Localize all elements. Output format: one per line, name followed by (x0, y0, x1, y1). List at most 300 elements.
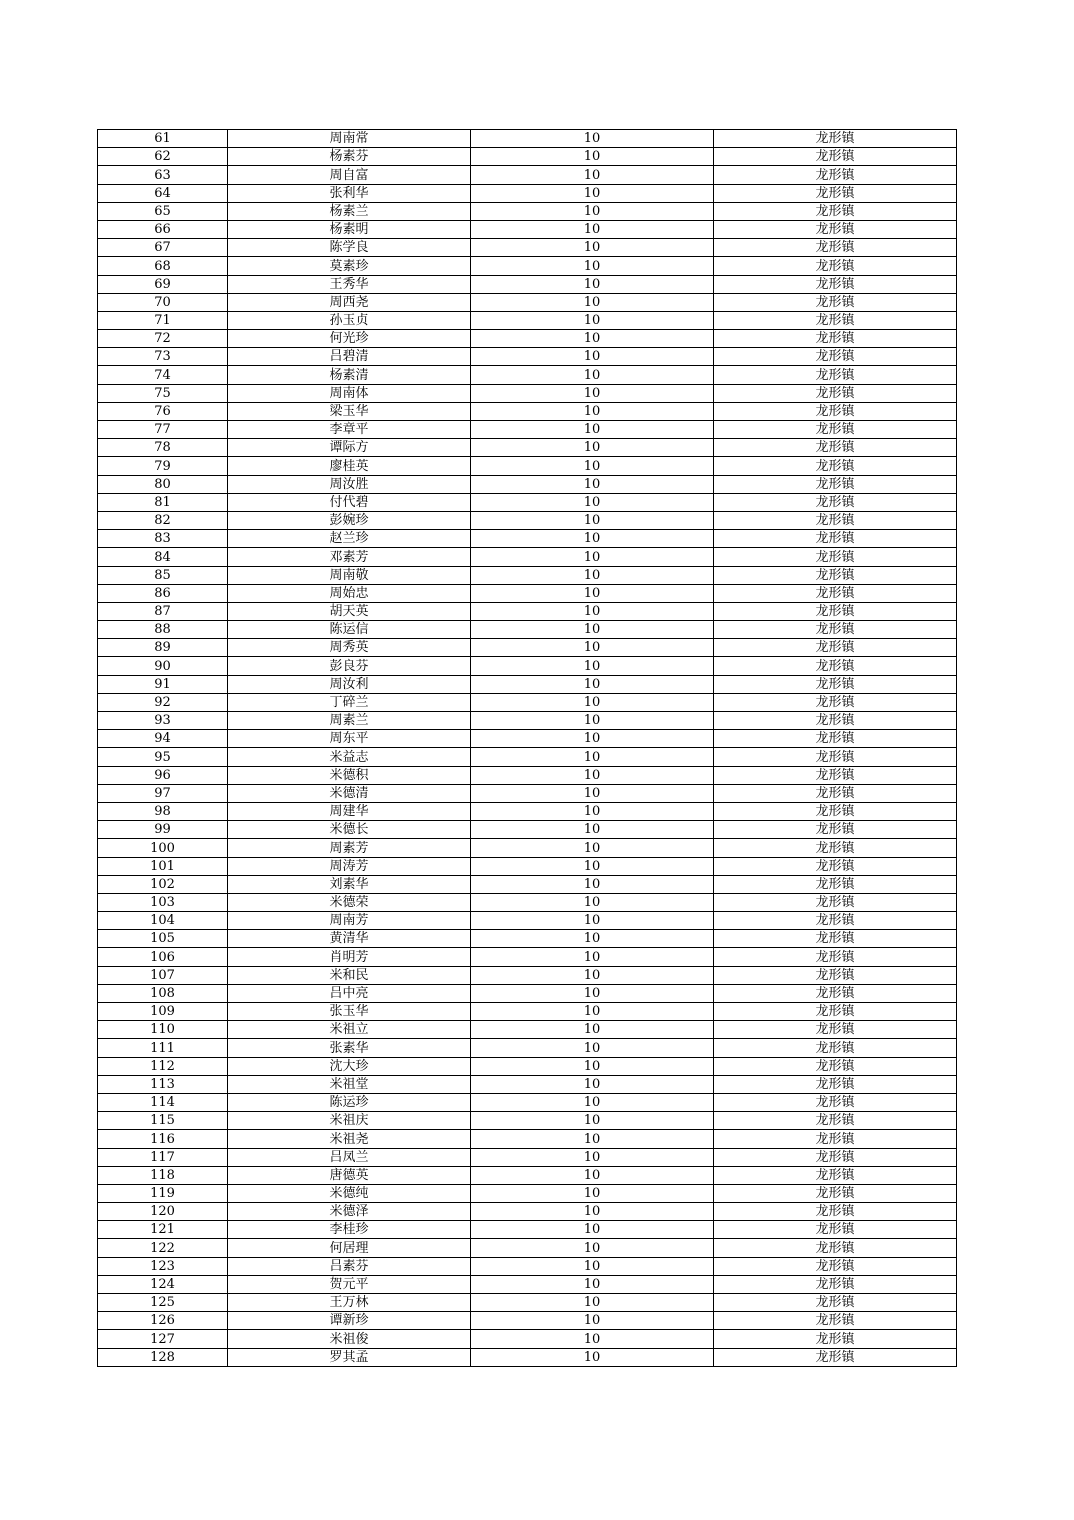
table-row (98, 1221, 957, 1239)
table-row (98, 1294, 957, 1312)
table-row (98, 857, 957, 875)
row-number-cell: 67 (98, 239, 228, 257)
row-number-cell: 104 (98, 912, 228, 930)
town-cell: 龙形镇 (714, 1075, 957, 1093)
name-cell: 米益志 (228, 748, 471, 766)
row-number-cell: 73 (98, 348, 228, 366)
town-cell: 龙形镇 (714, 1294, 957, 1312)
amount-cell: 10 (471, 857, 714, 875)
town-cell: 龙形镇 (714, 712, 957, 730)
table-row (98, 1112, 957, 1130)
amount-cell: 10 (471, 493, 714, 511)
table-row (98, 475, 957, 493)
row-number-cell: 99 (98, 821, 228, 839)
table-row (98, 220, 957, 238)
row-number-cell: 91 (98, 675, 228, 693)
town-cell: 龙形镇 (714, 693, 957, 711)
amount-cell: 10 (471, 184, 714, 202)
table-row (98, 566, 957, 584)
amount-cell: 10 (471, 893, 714, 911)
table-row (98, 766, 957, 784)
town-cell: 龙形镇 (714, 657, 957, 675)
table-row (98, 548, 957, 566)
amount-cell: 10 (471, 1039, 714, 1057)
row-number-cell: 103 (98, 893, 228, 911)
row-number-cell: 94 (98, 730, 228, 748)
name-cell: 周素芳 (228, 839, 471, 857)
name-cell: 丁碎兰 (228, 693, 471, 711)
name-cell: 何光珍 (228, 330, 471, 348)
name-cell: 罗其孟 (228, 1348, 471, 1366)
table-row (98, 712, 957, 730)
table-row (98, 1057, 957, 1075)
row-number-cell: 98 (98, 802, 228, 820)
row-number-cell: 106 (98, 948, 228, 966)
name-cell: 孙玉贞 (228, 311, 471, 329)
table-row (98, 1093, 957, 1111)
name-cell: 米和民 (228, 966, 471, 984)
table-row (98, 784, 957, 802)
table-row (98, 948, 957, 966)
row-number-cell: 128 (98, 1348, 228, 1366)
amount-cell: 10 (471, 1330, 714, 1348)
amount-cell: 10 (471, 566, 714, 584)
table-row (98, 311, 957, 329)
name-cell: 米德积 (228, 766, 471, 784)
town-cell: 龙形镇 (714, 421, 957, 439)
roster-table (97, 129, 957, 1367)
name-cell: 吕素芬 (228, 1257, 471, 1275)
town-cell: 龙形镇 (714, 784, 957, 802)
name-cell: 吕碧清 (228, 348, 471, 366)
row-number-cell: 88 (98, 621, 228, 639)
table-row (98, 821, 957, 839)
town-cell: 龙形镇 (714, 966, 957, 984)
name-cell: 唐德英 (228, 1166, 471, 1184)
name-cell: 李桂珍 (228, 1221, 471, 1239)
amount-cell: 10 (471, 766, 714, 784)
table-row (98, 1330, 957, 1348)
town-cell: 龙形镇 (714, 1275, 957, 1293)
name-cell: 廖桂英 (228, 457, 471, 475)
name-cell: 周东平 (228, 730, 471, 748)
table-row (98, 1039, 957, 1057)
amount-cell: 10 (471, 784, 714, 802)
table-row (98, 1166, 957, 1184)
table-row (98, 1239, 957, 1257)
name-cell: 沈大珍 (228, 1057, 471, 1075)
row-number-cell: 114 (98, 1093, 228, 1111)
name-cell: 谭新珍 (228, 1312, 471, 1330)
table-row (98, 184, 957, 202)
town-cell: 龙形镇 (714, 1330, 957, 1348)
name-cell: 周汝利 (228, 675, 471, 693)
row-number-cell: 105 (98, 930, 228, 948)
name-cell: 杨素芬 (228, 148, 471, 166)
name-cell: 张利华 (228, 184, 471, 202)
amount-cell: 10 (471, 1257, 714, 1275)
name-cell: 米祖堂 (228, 1075, 471, 1093)
town-cell: 龙形镇 (714, 1312, 957, 1330)
town-cell: 龙形镇 (714, 1203, 957, 1221)
town-cell: 龙形镇 (714, 1348, 957, 1366)
town-cell: 龙形镇 (714, 384, 957, 402)
row-number-cell: 72 (98, 330, 228, 348)
amount-cell: 10 (471, 220, 714, 238)
amount-cell: 10 (471, 1057, 714, 1075)
town-cell: 龙形镇 (714, 930, 957, 948)
town-cell: 龙形镇 (714, 748, 957, 766)
town-cell: 龙形镇 (714, 275, 957, 293)
amount-cell: 10 (471, 1275, 714, 1293)
name-cell: 邓素芳 (228, 548, 471, 566)
amount-cell: 10 (471, 511, 714, 529)
name-cell: 肖明芳 (228, 948, 471, 966)
table-row (98, 439, 957, 457)
table-row (98, 930, 957, 948)
row-number-cell: 96 (98, 766, 228, 784)
row-number-cell: 81 (98, 493, 228, 511)
town-cell: 龙形镇 (714, 166, 957, 184)
row-number-cell: 83 (98, 530, 228, 548)
row-number-cell: 61 (98, 130, 228, 148)
amount-cell: 10 (471, 439, 714, 457)
amount-cell: 10 (471, 1221, 714, 1239)
row-number-cell: 64 (98, 184, 228, 202)
row-number-cell: 79 (98, 457, 228, 475)
amount-cell: 10 (471, 730, 714, 748)
table-row (98, 1275, 957, 1293)
name-cell: 陈学良 (228, 239, 471, 257)
name-cell: 杨素兰 (228, 202, 471, 220)
table-row (98, 966, 957, 984)
name-cell: 周秀英 (228, 639, 471, 657)
name-cell: 赵兰珍 (228, 530, 471, 548)
row-number-cell: 71 (98, 311, 228, 329)
town-cell: 龙形镇 (714, 566, 957, 584)
table-row (98, 912, 957, 930)
town-cell: 龙形镇 (714, 766, 957, 784)
town-cell: 龙形镇 (714, 1021, 957, 1039)
amount-cell: 10 (471, 984, 714, 1002)
row-number-cell: 108 (98, 984, 228, 1002)
row-number-cell: 113 (98, 1075, 228, 1093)
amount-cell: 10 (471, 239, 714, 257)
amount-cell: 10 (471, 402, 714, 420)
table-row (98, 1003, 957, 1021)
town-cell: 龙形镇 (714, 202, 957, 220)
amount-cell: 10 (471, 639, 714, 657)
row-number-cell: 93 (98, 712, 228, 730)
name-cell: 陈运珍 (228, 1093, 471, 1111)
name-cell: 莫素珍 (228, 257, 471, 275)
table-row (98, 1021, 957, 1039)
row-number-cell: 82 (98, 511, 228, 529)
name-cell: 杨素明 (228, 220, 471, 238)
name-cell: 梁玉华 (228, 402, 471, 420)
table-row (98, 657, 957, 675)
amount-cell: 10 (471, 166, 714, 184)
town-cell: 龙形镇 (714, 402, 957, 420)
name-cell: 刘素华 (228, 875, 471, 893)
name-cell: 彭良芬 (228, 657, 471, 675)
row-number-cell: 120 (98, 1203, 228, 1221)
town-cell: 龙形镇 (714, 548, 957, 566)
town-cell: 龙形镇 (714, 220, 957, 238)
amount-cell: 10 (471, 257, 714, 275)
town-cell: 龙形镇 (714, 330, 957, 348)
town-cell: 龙形镇 (714, 1257, 957, 1275)
row-number-cell: 126 (98, 1312, 228, 1330)
name-cell: 米德泽 (228, 1203, 471, 1221)
table-row (98, 730, 957, 748)
name-cell: 王万林 (228, 1294, 471, 1312)
amount-cell: 10 (471, 530, 714, 548)
row-number-cell: 121 (98, 1221, 228, 1239)
name-cell: 王秀华 (228, 275, 471, 293)
table-row (98, 1075, 957, 1093)
row-number-cell: 112 (98, 1057, 228, 1075)
amount-cell: 10 (471, 1166, 714, 1184)
town-cell: 龙形镇 (714, 530, 957, 548)
amount-cell: 10 (471, 457, 714, 475)
name-cell: 米祖尧 (228, 1130, 471, 1148)
amount-cell: 10 (471, 748, 714, 766)
amount-cell: 10 (471, 1348, 714, 1366)
amount-cell: 10 (471, 1148, 714, 1166)
town-cell: 龙形镇 (714, 1003, 957, 1021)
table-row (98, 1148, 957, 1166)
name-cell: 米德纯 (228, 1184, 471, 1202)
amount-cell: 10 (471, 311, 714, 329)
table-row (98, 602, 957, 620)
table-row (98, 421, 957, 439)
row-number-cell: 62 (98, 148, 228, 166)
name-cell: 付代碧 (228, 493, 471, 511)
amount-cell: 10 (471, 621, 714, 639)
table-row (98, 493, 957, 511)
town-cell: 龙形镇 (714, 457, 957, 475)
row-number-cell: 74 (98, 366, 228, 384)
amount-cell: 10 (471, 875, 714, 893)
row-number-cell: 124 (98, 1275, 228, 1293)
table-row (98, 1184, 957, 1202)
town-cell: 龙形镇 (714, 1057, 957, 1075)
name-cell: 黄清华 (228, 930, 471, 948)
table-row (98, 202, 957, 220)
table-row (98, 402, 957, 420)
name-cell: 吕凤兰 (228, 1148, 471, 1166)
amount-cell: 10 (471, 675, 714, 693)
town-cell: 龙形镇 (714, 1039, 957, 1057)
name-cell: 米祖俊 (228, 1330, 471, 1348)
town-cell: 龙形镇 (714, 1148, 957, 1166)
row-number-cell: 109 (98, 1003, 228, 1021)
table-row (98, 639, 957, 657)
row-number-cell: 117 (98, 1148, 228, 1166)
town-cell: 龙形镇 (714, 1184, 957, 1202)
name-cell: 周建华 (228, 802, 471, 820)
table-row (98, 257, 957, 275)
town-cell: 龙形镇 (714, 475, 957, 493)
town-cell: 龙形镇 (714, 1093, 957, 1111)
row-number-cell: 118 (98, 1166, 228, 1184)
amount-cell: 10 (471, 293, 714, 311)
town-cell: 龙形镇 (714, 857, 957, 875)
town-cell: 龙形镇 (714, 584, 957, 602)
table-row (98, 893, 957, 911)
amount-cell: 10 (471, 148, 714, 166)
row-number-cell: 90 (98, 657, 228, 675)
name-cell: 何居理 (228, 1239, 471, 1257)
amount-cell: 10 (471, 930, 714, 948)
row-number-cell: 65 (98, 202, 228, 220)
town-cell: 龙形镇 (714, 1112, 957, 1130)
name-cell: 张玉华 (228, 1003, 471, 1021)
name-cell: 周南常 (228, 130, 471, 148)
town-cell: 龙形镇 (714, 602, 957, 620)
town-cell: 龙形镇 (714, 493, 957, 511)
name-cell: 周南体 (228, 384, 471, 402)
name-cell: 米德荣 (228, 893, 471, 911)
town-cell: 龙形镇 (714, 675, 957, 693)
row-number-cell: 66 (98, 220, 228, 238)
town-cell: 龙形镇 (714, 1130, 957, 1148)
amount-cell: 10 (471, 475, 714, 493)
roster-table-body (98, 130, 957, 1367)
name-cell: 贺元平 (228, 1275, 471, 1293)
name-cell: 周西尧 (228, 293, 471, 311)
name-cell: 米祖庆 (228, 1112, 471, 1130)
town-cell: 龙形镇 (714, 130, 957, 148)
town-cell: 龙形镇 (714, 366, 957, 384)
name-cell: 米德清 (228, 784, 471, 802)
table-row (98, 875, 957, 893)
row-number-cell: 84 (98, 548, 228, 566)
row-number-cell: 119 (98, 1184, 228, 1202)
row-number-cell: 107 (98, 966, 228, 984)
amount-cell: 10 (471, 912, 714, 930)
row-number-cell: 80 (98, 475, 228, 493)
amount-cell: 10 (471, 948, 714, 966)
town-cell: 龙形镇 (714, 239, 957, 257)
row-number-cell: 101 (98, 857, 228, 875)
row-number-cell: 100 (98, 839, 228, 857)
town-cell: 龙形镇 (714, 1166, 957, 1184)
row-number-cell: 63 (98, 166, 228, 184)
name-cell: 陈运信 (228, 621, 471, 639)
amount-cell: 10 (471, 966, 714, 984)
table-row (98, 130, 957, 148)
table-row (98, 1348, 957, 1366)
name-cell: 胡天英 (228, 602, 471, 620)
name-cell: 彭婉珍 (228, 511, 471, 529)
amount-cell: 10 (471, 657, 714, 675)
table-row (98, 1312, 957, 1330)
amount-cell: 10 (471, 1075, 714, 1093)
row-number-cell: 87 (98, 602, 228, 620)
amount-cell: 10 (471, 839, 714, 857)
row-number-cell: 69 (98, 275, 228, 293)
name-cell: 周汝胜 (228, 475, 471, 493)
table-row (98, 348, 957, 366)
town-cell: 龙形镇 (714, 348, 957, 366)
table-row (98, 239, 957, 257)
name-cell: 周始忠 (228, 584, 471, 602)
name-cell: 米德长 (228, 821, 471, 839)
row-number-cell: 89 (98, 639, 228, 657)
row-number-cell: 122 (98, 1239, 228, 1257)
town-cell: 龙形镇 (714, 511, 957, 529)
amount-cell: 10 (471, 1021, 714, 1039)
town-cell: 龙形镇 (714, 821, 957, 839)
row-number-cell: 111 (98, 1039, 228, 1057)
table-row (98, 511, 957, 529)
amount-cell: 10 (471, 202, 714, 220)
amount-cell: 10 (471, 1203, 714, 1221)
name-cell: 周南芳 (228, 912, 471, 930)
table-row (98, 693, 957, 711)
table-row (98, 839, 957, 857)
row-number-cell: 77 (98, 421, 228, 439)
town-cell: 龙形镇 (714, 839, 957, 857)
amount-cell: 10 (471, 1184, 714, 1202)
row-number-cell: 92 (98, 693, 228, 711)
amount-cell: 10 (471, 693, 714, 711)
row-number-cell: 86 (98, 584, 228, 602)
table-row (98, 584, 957, 602)
table-row (98, 675, 957, 693)
amount-cell: 10 (471, 384, 714, 402)
table-row (98, 275, 957, 293)
row-number-cell: 127 (98, 1330, 228, 1348)
amount-cell: 10 (471, 1239, 714, 1257)
town-cell: 龙形镇 (714, 639, 957, 657)
table-row (98, 984, 957, 1002)
town-cell: 龙形镇 (714, 1239, 957, 1257)
town-cell: 龙形镇 (714, 257, 957, 275)
table-row (98, 621, 957, 639)
table-row (98, 457, 957, 475)
name-cell: 周涛芳 (228, 857, 471, 875)
amount-cell: 10 (471, 1294, 714, 1312)
amount-cell: 10 (471, 802, 714, 820)
amount-cell: 10 (471, 584, 714, 602)
town-cell: 龙形镇 (714, 311, 957, 329)
town-cell: 龙形镇 (714, 293, 957, 311)
amount-cell: 10 (471, 1130, 714, 1148)
row-number-cell: 75 (98, 384, 228, 402)
table-row (98, 166, 957, 184)
table-row (98, 748, 957, 766)
row-number-cell: 70 (98, 293, 228, 311)
table-row (98, 384, 957, 402)
table-row (98, 802, 957, 820)
row-number-cell: 102 (98, 875, 228, 893)
row-number-cell: 85 (98, 566, 228, 584)
row-number-cell: 125 (98, 1294, 228, 1312)
row-number-cell: 116 (98, 1130, 228, 1148)
amount-cell: 10 (471, 1112, 714, 1130)
town-cell: 龙形镇 (714, 621, 957, 639)
row-number-cell: 115 (98, 1112, 228, 1130)
name-cell: 张素华 (228, 1039, 471, 1057)
amount-cell: 10 (471, 1312, 714, 1330)
town-cell: 龙形镇 (714, 948, 957, 966)
amount-cell: 10 (471, 548, 714, 566)
name-cell: 米祖立 (228, 1021, 471, 1039)
amount-cell: 10 (471, 366, 714, 384)
